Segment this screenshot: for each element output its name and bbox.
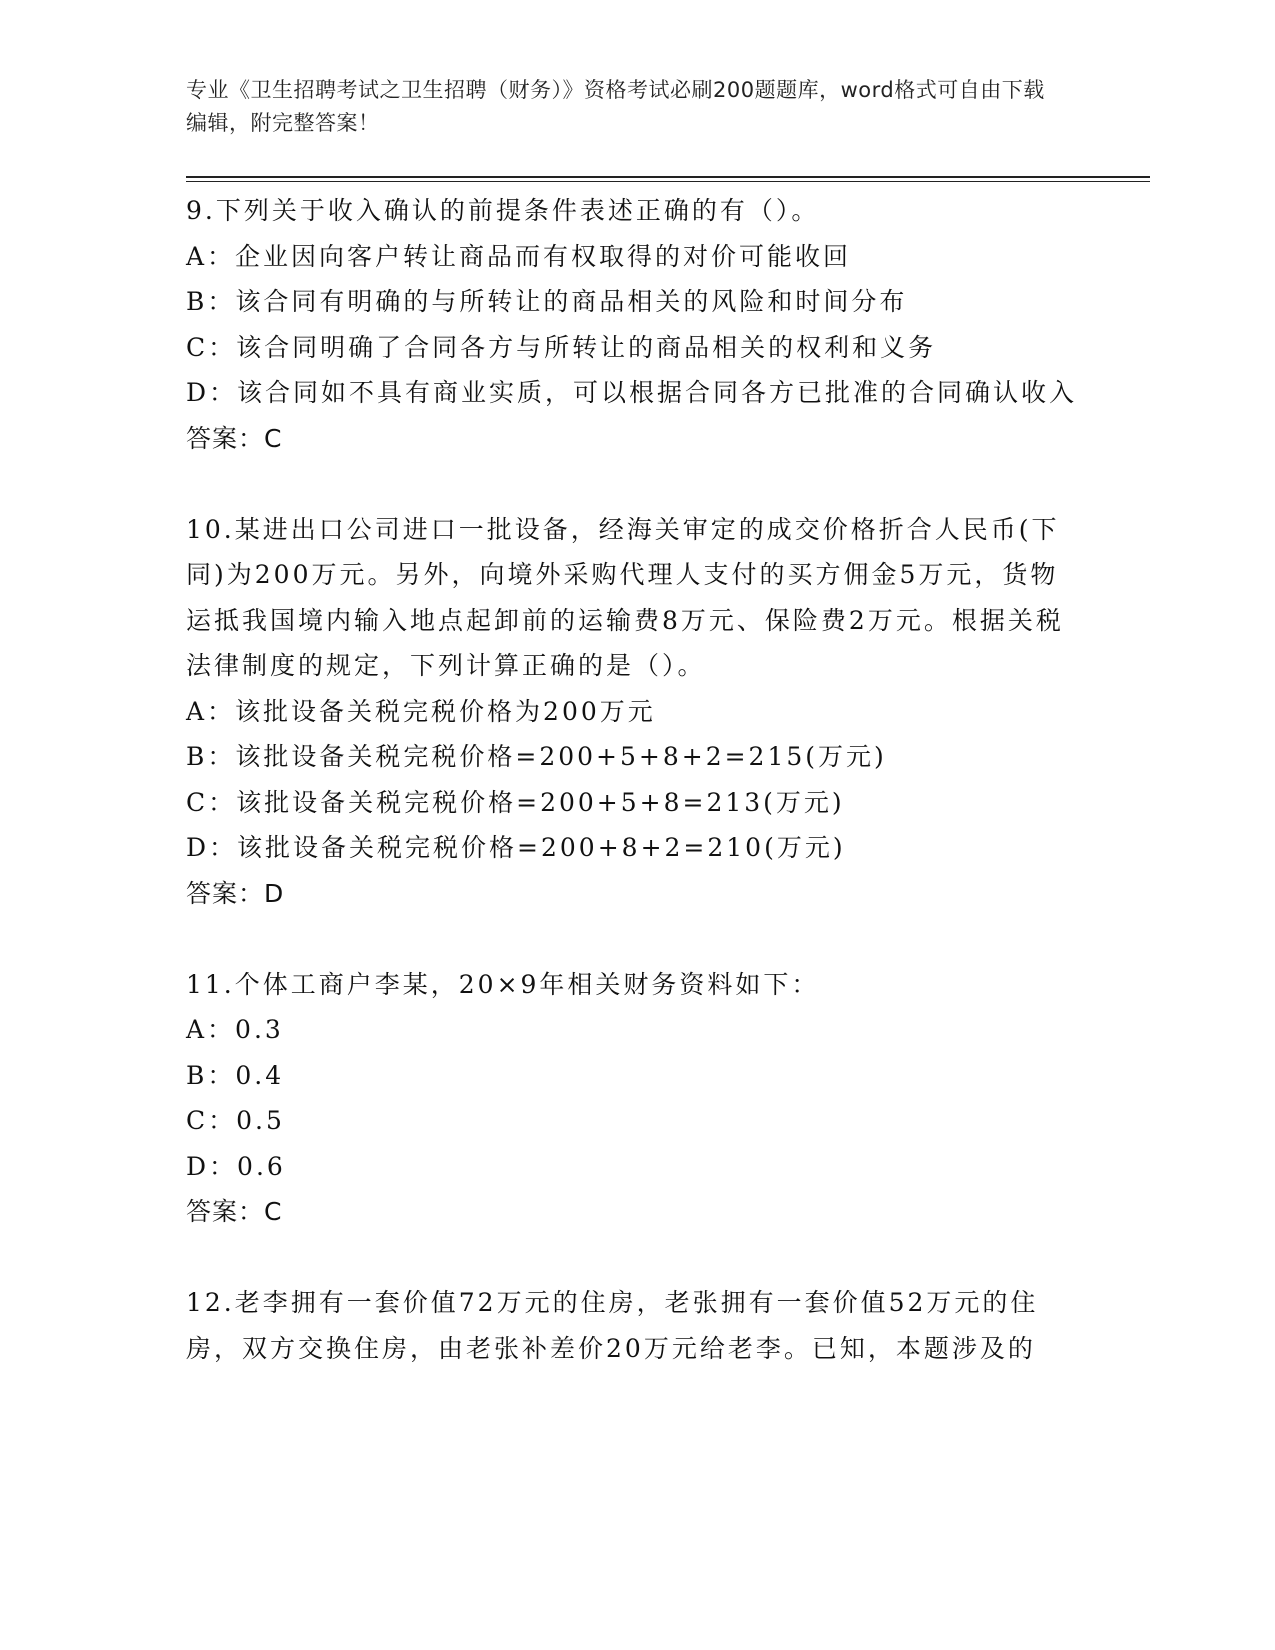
option-a: A：0.3 xyxy=(186,1015,284,1044)
page-header: 专业《卫生招聘考试之卫生招聘（财务）》资格考试必刷200题题库，word格式可自由下载编辑，附完整答案！ xyxy=(186,78,1045,135)
option-b: B：该合同有明确的与所转让的商品相关的风险和时间分布 xyxy=(186,287,908,316)
question-10 xyxy=(186,507,1086,917)
question-stem: 11.个体工商户李某，20×9年相关财务资料如下： xyxy=(186,969,820,999)
spacer xyxy=(186,461,1086,507)
answer-label: 答案：D xyxy=(186,878,285,908)
option-d: D：0.6 xyxy=(186,1151,286,1181)
spacer xyxy=(186,1235,1086,1281)
spacer xyxy=(186,916,1086,962)
header-divider-thin xyxy=(186,181,1150,182)
option-d: D：该批设备关税完税价格=200+8+2=210(万元) xyxy=(186,833,846,862)
question-list xyxy=(186,188,1086,1371)
question-stem: 9.下列关于收入确认的前提条件表述正确的有（）。 xyxy=(186,196,820,225)
option-d: D：该合同如不具有商业实质，可以根据合同各方已批准的合同确认收入 xyxy=(186,378,1078,407)
answer-label: 答案：C xyxy=(186,423,283,453)
question-12 xyxy=(186,1280,1086,1371)
option-b: B：0.4 xyxy=(186,1060,285,1090)
option-a: A：企业因向客户转让商品而有权取得的对价可能收回 xyxy=(186,241,852,271)
option-c: C：该批设备关税完税价格=200+5+8=213(万元) xyxy=(186,787,845,817)
question-stem: 12.老李拥有一套价值72万元的住房，老张拥有一套价值52万元的住房，双方交换住房，由老张补差价20万元给老李。已知，本题涉及的 xyxy=(186,1288,1039,1363)
header-divider xyxy=(186,176,1150,178)
option-a: A：该批设备关税完税价格为200万元 xyxy=(186,696,656,726)
question-stem: 10.某进出口公司进口一批设备，经海关审定的成交价格折合人民币(下同)为200万元。另外，向境外采购代理人支付的买方佣金5万元，货物运抵我国境内输入地点起卸前的运输费8万元、保险费2万元。根据关税法律制度的规定，下列计算正确的是（）。 xyxy=(186,514,1064,680)
answer-label: 答案：C xyxy=(186,1197,283,1226)
question-11 xyxy=(186,962,1086,1235)
option-c: C：0.5 xyxy=(186,1106,285,1135)
question-9 xyxy=(186,188,1086,461)
option-c: C：该合同明确了合同各方与所转让的商品相关的权利和义务 xyxy=(186,332,937,362)
option-b: B：该批设备关税完税价格=200+5+8+2=215(万元) xyxy=(186,742,887,771)
